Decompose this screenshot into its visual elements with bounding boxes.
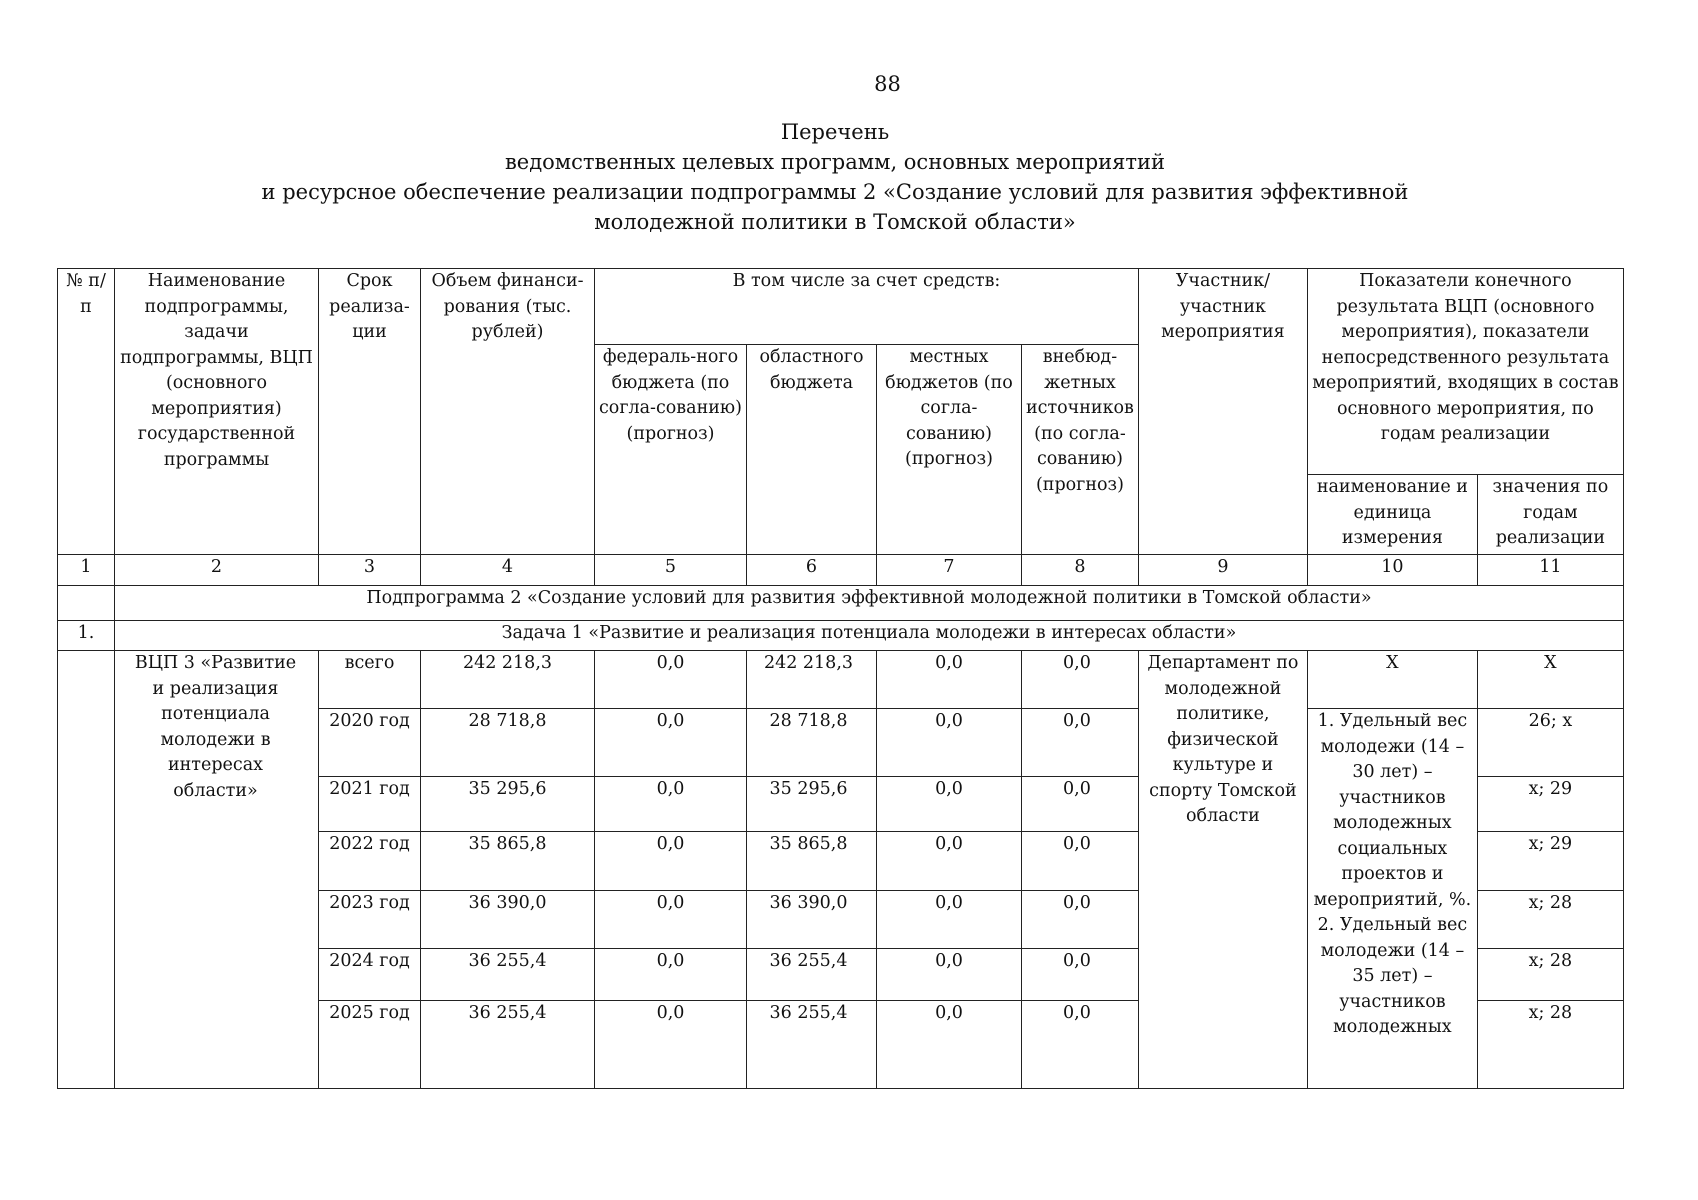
participant-cell: Департамент по молодежной политике, физической культуре и спорту Томской области — [1138, 651, 1307, 1089]
header-local: местных бюджетов (по согла-сованию) (прогноз) — [877, 345, 1022, 555]
header-indicator-values: значения по годам реализации — [1477, 475, 1623, 555]
title-line-2: ведомственных целевых программ, основных мероприятий — [504, 150, 1166, 174]
col-number: 11 — [1477, 555, 1623, 586]
federal-cell: 0,0 — [595, 891, 747, 949]
local-cell: 0,0 — [877, 1001, 1022, 1089]
col-number: 10 — [1307, 555, 1477, 586]
task-num: 1. — [58, 621, 115, 651]
indicator-value-cell: х; 28 — [1477, 1001, 1623, 1089]
volume-cell: 28 718,8 — [421, 709, 595, 777]
federal-cell: 0,0 — [595, 651, 747, 709]
header-extra: внебюд-жетных источников (по согла-сованию) (прогноз) — [1022, 345, 1139, 555]
extra-cell: 0,0 — [1022, 651, 1139, 709]
period-cell: 2025 год — [319, 1001, 421, 1089]
regional-cell: 35 865,8 — [747, 832, 877, 891]
extra-cell: 0,0 — [1022, 891, 1139, 949]
header-period: Срок реализа-ции — [319, 269, 421, 555]
col-number: 7 — [877, 555, 1022, 586]
federal-cell: 0,0 — [595, 832, 747, 891]
local-cell: 0,0 — [877, 891, 1022, 949]
col-number: 4 — [421, 555, 595, 586]
subprogram-row: Подпрограмма 2 «Создание условий для развития эффективной молодежной политики в Томской области» — [115, 586, 1624, 621]
regional-cell: 28 718,8 — [747, 709, 877, 777]
task-row: Задача 1 «Развитие и реализация потенциала молодежи в интересах области» — [115, 621, 1624, 651]
local-cell: 0,0 — [877, 777, 1022, 832]
indicator-value-cell: 26; х — [1477, 709, 1623, 777]
subprogram-num — [58, 586, 115, 621]
col-number: 3 — [319, 555, 421, 586]
col-number: 6 — [747, 555, 877, 586]
volume-cell: 36 255,4 — [421, 1001, 595, 1089]
indicator-value-cell: х; 29 — [1477, 832, 1623, 891]
indicator-value-cell: Х — [1477, 651, 1623, 709]
period-cell: 2020 год — [319, 709, 421, 777]
local-cell: 0,0 — [877, 651, 1022, 709]
document-title — [0, 117, 1670, 237]
volume-cell: 35 295,6 — [421, 777, 595, 832]
col-number: 1 — [58, 555, 115, 586]
header-federal: федераль-ного бюджета (по согла-сованию) (прогноз) — [595, 345, 747, 555]
indicator-value-cell: х; 28 — [1477, 891, 1623, 949]
program-table — [57, 268, 1624, 1089]
col-number: 8 — [1022, 555, 1139, 586]
title-line-4: молодежной политики в Томской области» — [594, 210, 1076, 234]
page-number: 88 — [874, 72, 901, 96]
extra-cell: 0,0 — [1022, 832, 1139, 891]
header-including: В том числе за счет средств: — [595, 269, 1139, 345]
volume-cell: 36 255,4 — [421, 949, 595, 1001]
volume-cell: 35 865,8 — [421, 832, 595, 891]
extra-cell: 0,0 — [1022, 709, 1139, 777]
regional-cell: 242 218,3 — [747, 651, 877, 709]
vcp-num — [58, 651, 115, 1089]
local-cell: 0,0 — [877, 949, 1022, 1001]
title-line-1: Перечень — [780, 120, 890, 144]
table-row — [58, 651, 1624, 709]
header-name: Наименование подпрограммы, задачи подпрограммы, ВЦП (основного мероприятия) государственной программы — [115, 269, 319, 555]
regional-cell: 36 255,4 — [747, 949, 877, 1001]
federal-cell: 0,0 — [595, 1001, 747, 1089]
column-numbers-row — [58, 555, 1624, 586]
federal-cell: 0,0 — [595, 777, 747, 832]
indicator-name-cell: Х — [1307, 651, 1477, 709]
col-number: 5 — [595, 555, 747, 586]
header-indicator-name: наименование и единица измерения — [1307, 475, 1477, 555]
period-cell: 2023 год — [319, 891, 421, 949]
regional-cell: 36 255,4 — [747, 1001, 877, 1089]
federal-cell: 0,0 — [595, 949, 747, 1001]
header-volume: Объем финанси-рования (тыс. рублей) — [421, 269, 595, 555]
period-cell: 2022 год — [319, 832, 421, 891]
regional-cell: 36 390,0 — [747, 891, 877, 949]
local-cell: 0,0 — [877, 709, 1022, 777]
volume-cell: 36 390,0 — [421, 891, 595, 949]
header-indicators: Показатели конечного результата ВЦП (основного мероприятия), показатели непосредственного результата мероприятий, входящих в состав основного мероприятия, по годам реализации — [1307, 269, 1623, 475]
title-line-3: и ресурсное обеспечение реализации подпрограммы 2 «Создание условий для развития эффективной — [261, 180, 1409, 204]
indicator-value-cell: х; 28 — [1477, 949, 1623, 1001]
header-regional: областного бюджета — [747, 345, 877, 555]
volume-cell: 242 218,3 — [421, 651, 595, 709]
regional-cell: 35 295,6 — [747, 777, 877, 832]
col-number: 2 — [115, 555, 319, 586]
header-participant: Участник/ участник мероприятия — [1138, 269, 1307, 555]
period-cell: 2021 год — [319, 777, 421, 832]
indicator-description: 1. Удельный вес молодежи (14 – 30 лет) – участников молодежных социальных проектов и мероприятий, %. 2. Удельный вес молодежи (14 – 35 лет) – участников молодежных — [1307, 709, 1477, 1089]
period-cell: всего — [319, 651, 421, 709]
extra-cell: 0,0 — [1022, 949, 1139, 1001]
federal-cell: 0,0 — [595, 709, 747, 777]
local-cell: 0,0 — [877, 832, 1022, 891]
extra-cell: 0,0 — [1022, 1001, 1139, 1089]
col-number: 9 — [1138, 555, 1307, 586]
vcp-name: ВЦП 3 «Развитие и реализация потенциала молодежи в интересах области» — [115, 651, 319, 1089]
extra-cell: 0,0 — [1022, 777, 1139, 832]
header-num: № п/п — [58, 269, 115, 555]
period-cell: 2024 год — [319, 949, 421, 1001]
indicator-value-cell: х; 29 — [1477, 777, 1623, 832]
